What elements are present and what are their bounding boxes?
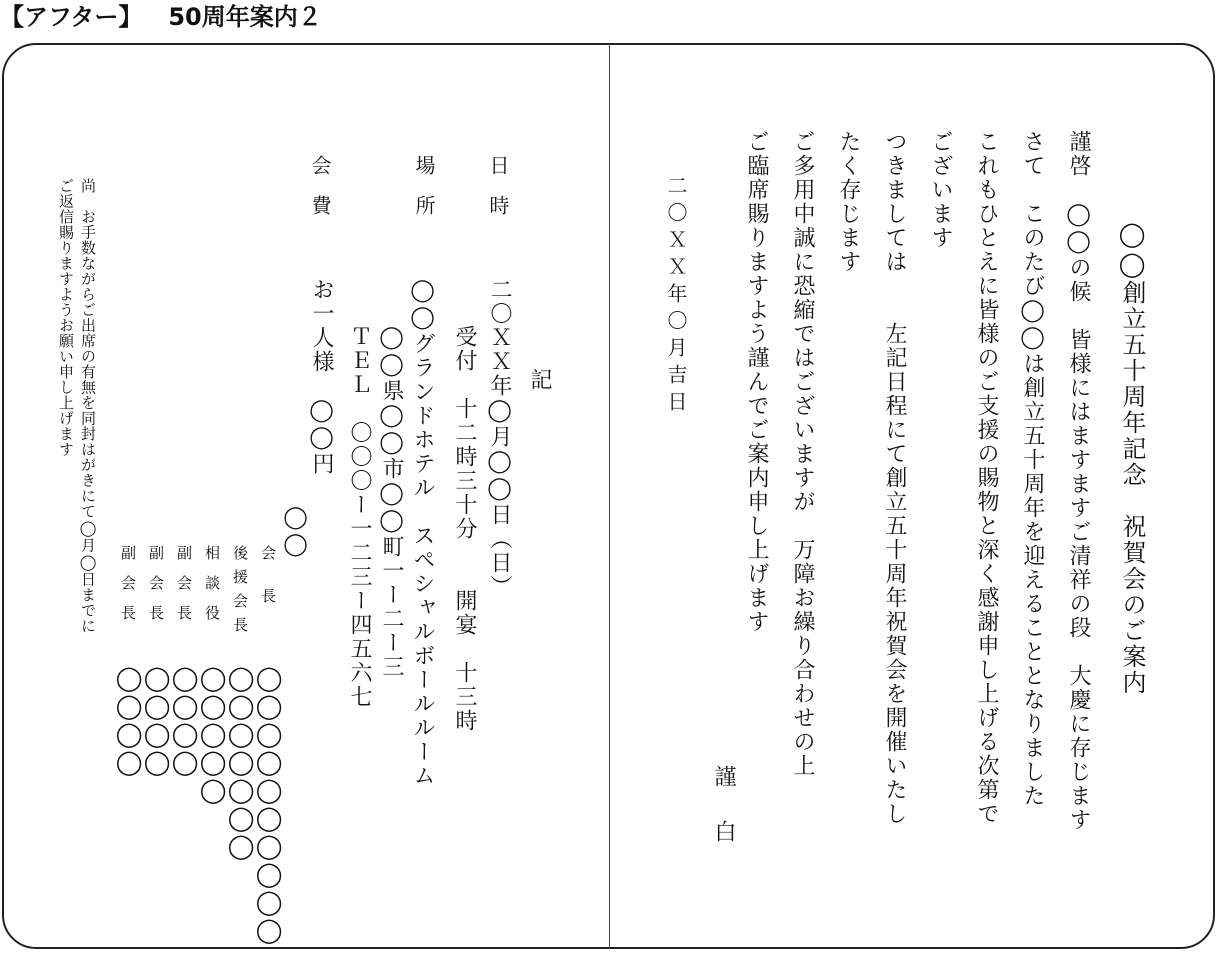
letter-line-4: ございます	[928, 130, 953, 250]
signatory-5-title: 副会長	[147, 545, 165, 635]
organizer-mark: ◯◯	[283, 505, 308, 559]
heading-title: 50周年案内２	[168, 3, 322, 31]
signatory-2-name: ◯◯◯◯◯◯◯	[227, 664, 255, 860]
fold-line	[609, 44, 610, 949]
heading-tag: 【アフター】	[0, 3, 143, 31]
signatory-3-name: ◯◯◯◯◯	[199, 664, 227, 804]
letter-line-8: ご臨席賜りますよう謹んでご案内申し上げます	[744, 130, 769, 634]
letter-line-6: たく存じます	[836, 130, 861, 274]
signatory-6-name: ◯◯◯◯	[115, 664, 143, 776]
fee-value: お一人様 ◯◯円	[309, 278, 334, 476]
letter-line-5: つきましては 左記日程にて創立五十周年祝賀会を開催いたし	[882, 130, 907, 826]
signatory-2-title: 後援会長	[231, 545, 249, 641]
closing-word-1: 謹	[711, 765, 736, 789]
note-line-2: ご返信賜りますようお願い申し上げます	[57, 178, 75, 457]
address: ◯◯県◯◯市◯◯町一ー二ー三	[379, 325, 404, 679]
letter-line-1: 謹啓 ◯◯の候 皆様にはますますご清祥の段 大慶に存じます	[1066, 130, 1091, 832]
page-heading	[0, 2, 322, 32]
fee-label: 会費	[308, 155, 332, 235]
place-label: 場所	[412, 155, 436, 235]
time-value: 受付 十二時三十分 開宴 十三時	[452, 325, 477, 733]
letter-line-2: さて このたび◯◯は創立五十周年を迎えることとなりました	[1020, 130, 1045, 808]
signatory-1-title: 会長	[259, 545, 277, 631]
letter-date: 二〇ＸＸ年〇月吉日	[664, 175, 688, 418]
closing-word-2: 白	[711, 820, 736, 844]
letter-title: ◯◯創立五十周年記念 祝賀会のご案内	[1118, 220, 1146, 696]
letter-line-7: ご多用中誠に恐縮ではございますが 万障お繰り合わせの上	[790, 130, 815, 778]
signatory-1-name: ◯◯◯◯◯◯◯◯◯◯	[255, 664, 283, 944]
venue: ◯◯グランドホテル スペシャルボールルーム	[410, 278, 435, 788]
tel: ＴＥＬ 〇〇〇ー一二三ー四五六七	[347, 325, 372, 709]
letter-line-3: これもひとえに皆様のご支援の賜物と深く感謝申し上げる次第で	[974, 130, 999, 826]
note-line-1: 尚 お手数ながらご出席の有無を同封はがきにて◯月◯日までに	[79, 178, 97, 634]
signatory-6-title: 副会長	[119, 545, 137, 635]
signatory-3-title: 相談役	[203, 545, 221, 635]
date-value: 二〇ＸＸ年◯月◯◯日（日）	[487, 278, 512, 599]
signatory-4-title: 副会長	[175, 545, 193, 635]
signatory-5-name: ◯◯◯◯	[143, 664, 171, 776]
date-label: 日時	[486, 155, 510, 235]
signatory-4-name: ◯◯◯◯	[171, 664, 199, 776]
ki-heading: 記	[527, 368, 552, 392]
